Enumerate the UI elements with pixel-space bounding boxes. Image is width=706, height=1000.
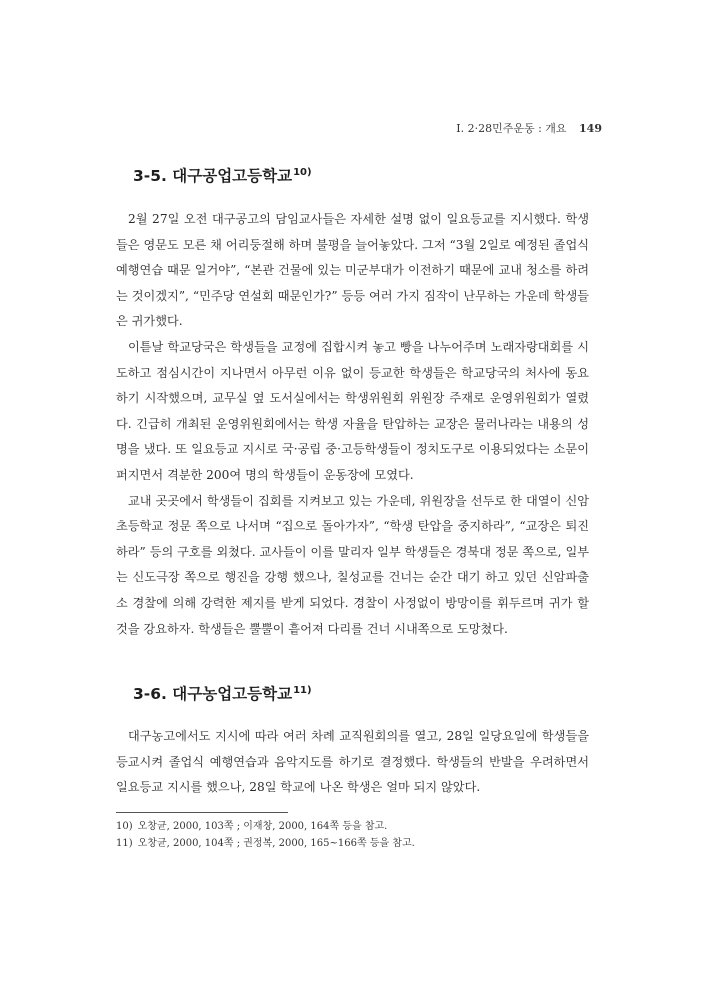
section-heading-daegu-technical-high bbox=[133, 164, 312, 186]
section-title: 3-5. 대구공업고등학교 bbox=[133, 167, 293, 185]
footnote-text: 오창균, 2000, 103쪽 ; 이재창, 2000, 164쪽 등을 참고. bbox=[137, 821, 388, 832]
paragraph: 2월 27일 오전 대구공고의 담임교사들은 자세한 설명 없이 일요등교를 지시했다. 학생들은 영문도 모른 채 어리둥절해 하며 불평을 늘어놓았다. 그저 “3월 2일로 예정된 졸업식 예행연습 때문 일거야”, “본관 건물에 있는 미군부대가 이전하기 때문에 교내 청소를 하려는 것이겠지”, “민주당 연설회 때문인가?” 등등 여러 가지 짐작이 난무하는 가운데 학생들은 귀가했다. bbox=[116, 212, 589, 329]
footnote-text: 오창균, 2000, 104쪽 ; 권정복, 2000, 165~166쪽 등을 참고. bbox=[137, 838, 415, 849]
section-title: 3-6. 대구농업고등학교 bbox=[133, 685, 293, 703]
section-body-daegu-technical-high bbox=[116, 207, 589, 642]
running-header bbox=[456, 120, 602, 136]
paragraph: 교내 곳곳에서 학생들이 집회를 지켜보고 있는 가운데, 위원장을 선두로 한 대열이 신암초등학교 정문 쪽으로 나서며 “집으로 돌아가자”, “학생 탄압을 중지하라”, “교장은 퇴진하라” 등의 구호를 외쳤다. 교사들이 이를 말리자 일부 학생들은 경북대 정문 쪽으로, 일부는 신도극장 쪽으로 행진을 강행 했으나, 칠성교를 건너는 순간 대기 하고 있던 신암파출소 경찰에 의해 강력한 제지를 받게 되었다. 경찰이 사정없이 방망이를 휘두르며 귀가 할 것을 강요하자. 학생들은 뿔뿔이 흩어져 다리를 건너 시내쪽으로 도망쳤다. bbox=[116, 493, 589, 636]
footnote-number: 10) bbox=[116, 821, 133, 832]
footnote-10 bbox=[116, 818, 589, 835]
running-title: Ⅰ. 2·28민주운동 : 개요 bbox=[456, 122, 567, 135]
footnote-11 bbox=[116, 835, 589, 852]
paragraph: 이튿날 학교당국은 학생들을 교정에 집합시켜 놓고 빵을 나누어주며 노래자랑대회를 시도하고 점심시간이 지나면서 아무런 이유 없이 등교한 학생들은 학교당국의 처사에 동요하기 시작했으며, 교무실 옆 도서실에서는 학생위원회 위원장 주재로 운영위원회가 열렸다. 긴급히 개최된 운영위원회에서는 학생 자율을 탄압하는 교장은 물러나라는 내용의 성명을 냈다. 또 일요등교 지시로 국·공립 중·고등학생들이 정치도구로 이용되었다는 소문이 퍼지면서 격분한 200여 명의 학생들이 운동장에 모였다. bbox=[116, 339, 589, 482]
page-number: 149 bbox=[579, 122, 602, 135]
paragraph: 대구농고에서도 지시에 따라 여러 차례 교직원회의를 열고, 28일 일당요일에 학생들을 등교시켜 졸업식 예행연습과 음악지도를 하기로 결정했다. 학생들의 반발을 우려하면서 일요등교 지시를 했으나, 28일 학교에 나온 학생은 얼마 되지 않았다. bbox=[116, 729, 589, 795]
footnote-ref-10[interactable]: 10) bbox=[293, 167, 312, 178]
footnote-divider bbox=[116, 812, 288, 813]
footnotes bbox=[116, 818, 589, 852]
footnote-ref-11[interactable]: 11) bbox=[293, 685, 312, 696]
section-heading-daegu-agricultural-high bbox=[133, 682, 312, 704]
section-body-daegu-agricultural-high bbox=[116, 724, 589, 801]
footnote-number: 11) bbox=[116, 838, 133, 849]
